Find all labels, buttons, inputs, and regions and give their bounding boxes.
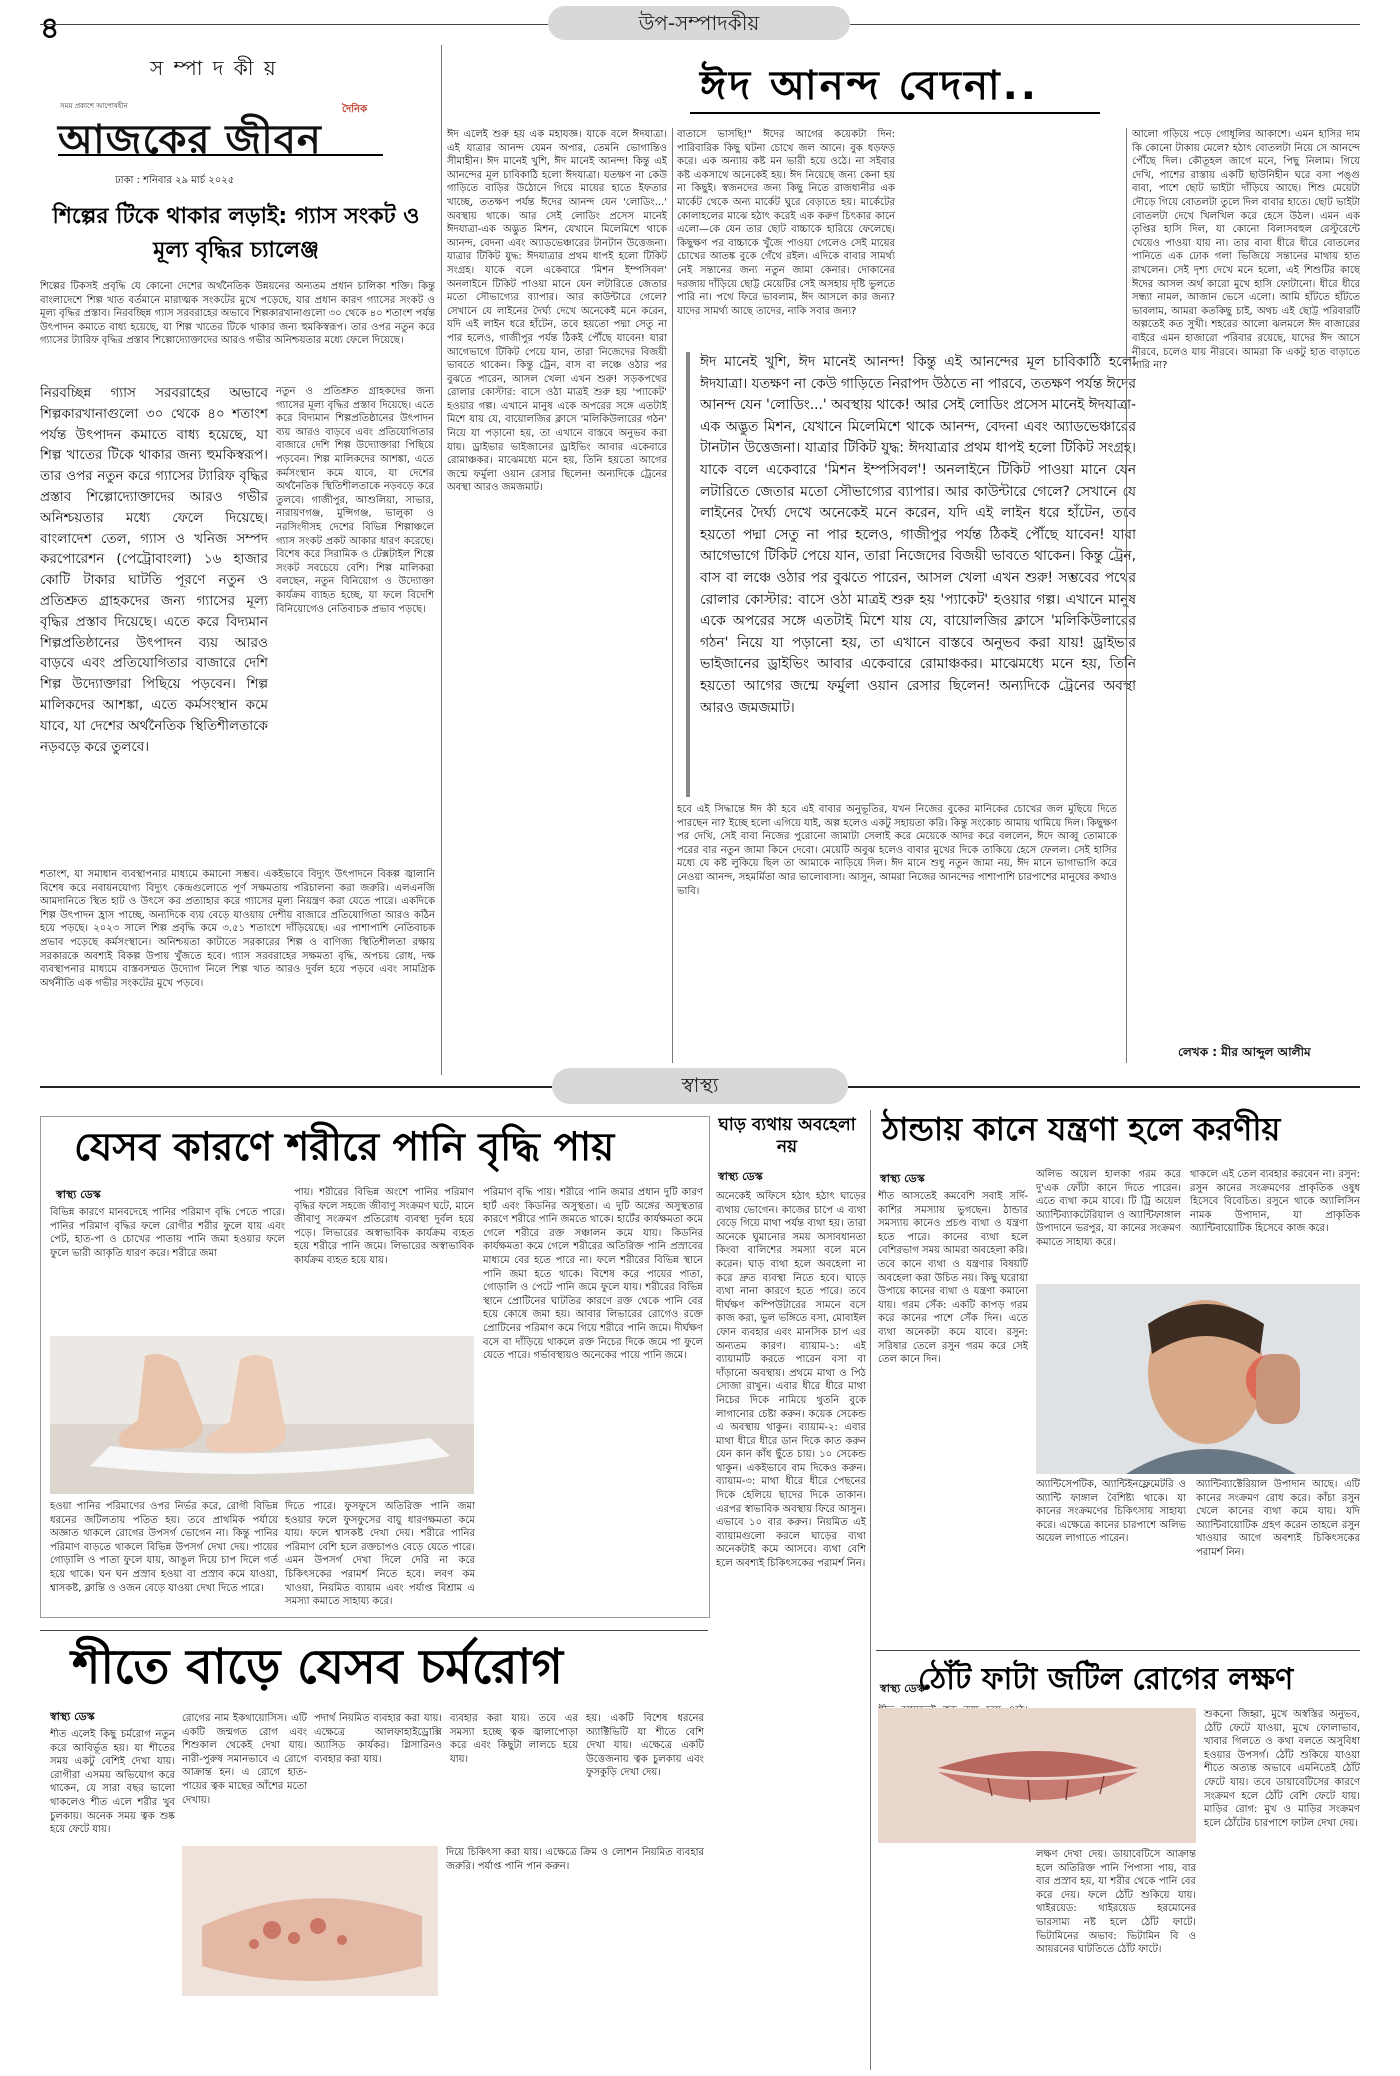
section-banner-health: স্বাস্থ্য: [552, 1068, 848, 1104]
editorial-headline: শিল্পের টিকে থাকার লড়াই: গ্যাস সংকট ও মূল্য বৃদ্ধির চ্যালেঞ্জ: [52, 204, 420, 263]
masthead-name: আজকের জীবন: [58, 117, 322, 163]
lips-text-3: শুকনো জিহ্বা, মুখে অস্বস্তির অনুভব, ঠোঁট ফেটে যাওয়া, মুখে ফোলাভাব, খাবার গিলতে ও কথা বলতে অসুবিধা হওয়ার উপসর্গ। ঠোঁট শুকিয়ে যাওয়া শীতে অত্যন্ত অভাবে এমনিতেই ঠোঁট ফেটে যায়। তবে ডায়াবেটিসের কারণে সংক্রমণ হলে ঠোঁট বেশি ফেটে যায়। মাড়ির রোগ: মুখ ও মাড়ির সংক্রমণ হলে ঠোঁটের চারপাশে ফাটল দেখা দেয়।: [1204, 1709, 1360, 1829]
neck-desk: স্বাস্থ্য ডেস্ক: [718, 1170, 763, 1183]
editorial-body: শতাংশ, যা সমাধান ব্যবস্থাপনার মাধ্যমে কমানো সম্ভব। একইভাবে বিদ্যুৎ উৎপাদনে বিকল্প জ্বালানি বিশেষ করে নবায়নযোগ্য বিদ্যুৎ কেন্দ্রগুলোতে পূর্ণ সক্ষমতায় পরিচালনা করা জরুরি। এলএনজি আমদানিতে স্থিত হাট ও উৎসে কর প্রত্যাহার করে গ্যাসের মূল্য নিয়ন্ত্রণ করা যেতে পারে। একদিকে শিল্প উৎপাদন হ্রাস পাচ্ছে, অন্যদিকে ব্যয় বেড়ে যাওয়ায় দেশীয় বাজারে প্রতিযোগিতা আরও কঠিন হয়ে পড়ছে। ২০২৩ সালে শিল্প প্রবৃদ্ধি কমে ৩.৫১ শতাংশে দাঁড়িয়েছে। এর পাশাপাশি নেতিবাচক প্রভাব পড়েছে কর্মসংস্থানে। অনিশ্চয়তা কাটাতে সরকারের শিল্প ও বাণিজ্য স্থিতিশীলতা রক্ষায় সরকারকে অবশ্যই বিকল্প উপায় খুঁজতে হবে। গ্যাস সরবরাহের সক্ষমতা বৃদ্ধি, অপচয় রোধ, দক্ষ ব্যবস্থাপনার মাধ্যমে বাস্তবসম্মত উদ্যোগ নিলে শিল্প খাত আরও দুর্বল হয়ে পড়বে এবং সামগ্রিক অর্থনীতি এক গভীর সংকটের মুখে পড়বে।: [40, 869, 435, 989]
column-text-1: ঈদ এলেই শুরু হয় এক মহাযজ্ঞ। যাকে বলে ঈদযাত্রা। এই যাত্রার আনন্দ যেমন অপার, তেমনি ভোগান্তিও সীমাহীন। ঈদ মানেই খুশি, ঈদ মানেই আনন্দ! কিন্তু এই আনন্দের মূল চাবিকাঠি হলো ঈদযাত্রা। যতক্ষণ না কেউ গাড়িতে বাড়ির উঠোনে গিয়ে মায়ের হাতে ইফতার খাচ্ছে, ততক্ষণ পর্যন্ত ঈদের আনন্দ যেন 'লোডিং...' অবস্থায় থাকে। আর সেই লোডিং প্রসেস মানেই ঈদযাত্রা-এক অদ্ভুত মিশন, যেখানে মিলেমিশে থাকে আনন্দ, বেদনা এবং অ্যাডভেঞ্চারের টানটান উত্তেজনা। যাত্রার টিকিট যুদ্ধ: ঈদযাত্রার প্রথম ধাপই হলো টিকিট সংগ্রহ। যাকে বলে একেবারে 'মিশন ইম্পসিবল' অনলাইনে টিকিট পাওয়া মানে যেন লটারিতে জেতার মতো সৌভাগ্যের ব্যাপার। আর কাউন্টারে গেলে? সেখানে যে লাইনের দৈর্ঘ্য দেখে অনেকেই মনে করেন, যদি এই লাইন ধরে হাঁটেন, তবে হয়তো পদ্মা সেতু না পার হলেও, গাজীপুর পর্যন্ত ঠিকই পৌঁছে যাবেন! যারা আগেভাগে টিকিট পেয়ে যান, তারা নিজেদের বিজয়ী ভাবতে থাকেন। কিন্তু ট্রেন, বাস বা লঞ্চে ওঠার পর বুঝতে পারেন, আসল খেলা এখন শুরু! সড়কপথের রোলার কোস্টার: বাসে ওঠা মাত্রই শুরু হয় 'প্যাকেট' হওয়ার গল্প। এখানে মানুষ একে অপরের সঙ্গে এতটাই মিশে যায় যে, বায়োলজির ক্লাসে 'মলিকিউলারের গঠন' নিয়ে যা পড়ানো হয়, তা এখানে বাস্তবে অনুভব করা যায়। ড্রাইভার ভাইজানের ড্রাইভিং আবার একেবারে রোমাঞ্চকর। মাঝেমধ্যে মনে হয়, তিনি হয়তো আগের জন্মে ফর্মুলা ওয়ান রেসার ছিলেন! অন্যদিকে ট্রেনের অবস্থা আরও জমজমাট।: [447, 129, 667, 494]
editorial-pull-quote: নিরবচ্ছিন্ন গ্যাস সরবরাহের অভাবে শিল্পকারখানাগুলো ৩০ থেকে ৪০ শতাংশ পর্যন্ত উৎপাদন কমাতে বাধ্য হয়েছে, যা শিল্প খাতের টিকে থাকার জন্য হুমকিস্বরূপ। তার ওপর নতুন করে গ্যাসের ট্যারিফ বৃদ্ধির প্রস্তাব শিল্পোদ্যোক্তাদের আরও গভীর অনিশ্চয়তার মধ্যে ফেলে দিয়েছে। বাংলাদেশ তেল, গ্যাস ও খনিজ সম্পদ করপোরেশন (পেট্রোবাংলা) ১৬ হাজার কোটি টাকার ঘাটতি পূরণে নতুন ও প্রতিশ্রুত গ্রাহকদের জন্য গ্যাসের মূল্য বৃদ্ধির প্রস্তাব দিয়েছে। এতে করে বিদ্যমান শিল্পপ্রতিষ্ঠানের উৎপাদন ব্যয় আরও বাড়বে এবং প্রতিযোগিতার বাজারে দেশি শিল্প উদ্যোক্তারা পিছিয়ে পড়বেন। শিল্প মালিকদের আশঙ্কা, এতে কর্মসংস্থান কমে যাবে, যা দেশের অর্থনৈতিক স্থিতিশীলতাকে নড়বড়ে করে তুলবে।: [40, 385, 268, 755]
ear-desk: স্বাস্থ্য ডেস্ক: [880, 1172, 925, 1185]
lips-photo: [878, 1708, 1196, 1843]
ear-text-1: শীত আসতেই কমবেশি সবাই সর্দি-কাশির সমস্যায় ভুগছেন। ঠান্ডার সমস্যায় কানেও প্রচণ্ড ব্যথা ও যন্ত্রণা হতে পারে। কানের ব্যথা হলে বেশিরভাগ সময় আমরা অবহেলা করি। তবে কানে ব্যথা ও যন্ত্রণার বিষয়টি অবহেলা করা উচিত নয়। কিছু ঘরোয়া উপায়ে কানের ব্যথা ও যন্ত্রণা কমানো যায়। গরম সেঁক: একটি কাপড় গরম করে কানের পাশে সেঁক দিন। এতে ব্যথা অনেকটা কমে যাবে। রসুন: সরিষার তেলে রসুন গরম করে সেই তেল কানে দিন।: [878, 1191, 1028, 1366]
editorial-side-text: নতুন ও প্রতিশ্রুত গ্রাহকদের জন্য গ্যাসের মূল্য বৃদ্ধির প্রস্তাব দিয়েছে। এতে করে বিদ্যমান শিল্পপ্রতিষ্ঠানের উৎপাদন ব্যয় আরও বাড়বে এবং প্রতিযোগিতার বাজারে দেশি শিল্প উদ্যোক্তারা পিছিয়ে পড়বেন। শিল্প মালিকদের আশঙ্কা, এতে কর্মসংস্থান কমে যাবে, যা দেশের অর্থনৈতিক স্থিতিশীলতাকে নড়বড়ে করে তুলবে। গাজীপুর, আশুলিয়া, সাভার, নারায়ণগঞ্জ, মুন্সিগঞ্জ, ভালুকা ও নরসিংদীসহ দেশের বিভিন্ন শিল্পাঞ্চলে গ্যাস সংকট প্রকট আকার ধারণ করেছে। বিশেষ করে সিরামিক ও টেক্সটাইল শিল্পে সংকট সবচেয়ে বেশি। শিল্প মালিকরা বলছেন, নতুন বিনিয়োগ ও উদ্যোক্তা কার্যক্রম ব্যাহত হচ্ছে, যা ফলে বিদেশি বিনিয়োগেও নেতিবাচক প্রভাব পড়ছে।: [276, 386, 434, 615]
neck-headline: ঘাড় ব্যথায় অবহেলা নয়: [718, 1115, 856, 1157]
lips-headline: ঠোঁট ফাটা জটিল রোগের লক্ষণ: [918, 1662, 1294, 1697]
column-text-2b: হবে এই সিদ্ধান্তে ঈদ কী হবে এই বাবার অনুভূতির, যখন নিজের বুকের মানিকের চোখের জল মুছিয়ে দিতে পারছেন না? ইচ্ছে হলো এগিয়ে যাই, অল্প হলেও একটু সহায়তা করি। কিন্তু সংকোচ আমায় থামিয়ে দিল। কিছুক্ষণ পর দেখি, সেই বাবা নিজের পুরোনো জামাটা সেলাই করে মেয়েকে আদর করে বললেন, ঈদে আব্বু তোমাকে পরের বার নতুন জামা কিনে দেবো। মেয়েটি অবুঝ হলেও বাবার মুখের দিকে তাকিয়ে হেসে ফেলল। সেই হাসির মধ্যে যে কষ্ট লুকিয়ে ছিল তা আমাকে নাড়িয়ে দিল। ঈদ মানে শুধু নতুন জামা নয়, ঈদ মানে ভাগাভাগি করে নেওয়া আনন্দ, সহমর্মিতা আর ভালোবাসা। আসুন, আমরা নিজের আনন্দের পাশাপাশি চারপাশের মানুষের কথাও ভাবি।: [677, 804, 1117, 897]
skin-desk: স্বাস্থ্য ডেস্ক: [50, 1710, 95, 1723]
skin-text-4: ব্যবহার করা যায়। তবে এর সমস্যা হচ্ছে ত্বক জ্বালাপোড়া করে এবং কিছুটা লালচে হয়ে যায়।: [450, 1713, 578, 1765]
masthead-tagline: সময় প্রকাশে আপোষহীন: [60, 102, 128, 110]
water-text-5: দিতে পারে। ফুসফুসে অতিরিক্ত পানি জমা হওয়ার ফলে ফুসফুসের বায়ু ধারণক্ষমতা কমে যায়। ফলে শ্বাসকষ্ট দেখা দেয়। শরীরে পানির পরিমাণ বেশি হলে রক্তচাপও বেড়ে যেতে পারে। এমন উপসর্গ দেখা দিলে দেরি না করে চিকিৎসকের পরামর্শ নিতে হবে। লবণ কম খাওয়া, নিয়মিত ব্যায়াম এবং পর্যাপ্ত বিশ্রাম এ সমস্যা কমাতে সাহায্য করে।: [285, 1501, 475, 1608]
water-text-4: হওয়া পানির পরিমাণের ওপর নির্ভর করে, রোগী বিভিন্ন ধরনের জটিলতায় পতিত হয়। তবে প্রাথমিক পর্যায়ে অজ্ঞাত থাকলে রোগের উপসর্গ ভোগেন না। কিন্তু পানির পরিমাণ বাড়তে থাকলে বিভিন্ন উপসর্গ দেখা দেয়। পায়ের গোড়ালি ও পাতা ফুলে যায়, আঙুল দিয়ে চাপ দিলে গর্ত হয়ে থাকে। ঘন ঘন প্রস্রাব হওয়া বা প্রস্রাব কমে যাওয়া, শ্বাসকষ্ট, ক্লান্তি ও ওজন বেড়ে যাওয়া দেখা দিতে পারে।: [50, 1501, 278, 1594]
neck-text: অনেকেই অফিসে হঠাৎ হঠাৎ ঘাড়ের ব্যথায় ভোগেন। কাজের চাপে এ ব্যথা বেড়ে গিয়ে মাথা পর্যন্ত ব্যথা হয়। তারা অনেকে ঘুমানোর সময় অসাবধানতা কিংবা বালিশের সমস্যা বলে মনে করেন। ঘাড় ব্যথা হলে অবহেলা না করে দ্রুত ব্যবস্থা নিতে হবে। ঘাড়ে ব্যথা নানা কারণে হতে পারে। তবে দীর্ঘক্ষণ কম্পিউটারের সামনে বসে কাজ করা, ভুল ভঙ্গিতে বসা, মোবাইল ফোন ব্যবহার এবং মানসিক চাপ এর অন্যতম কারণ। ব্যায়াম-১: এই ব্যায়ামটি করতে পারেন বসা বা দাঁড়ানো অবস্থায়। প্রথমে মাথা ও পিঠ সোজা রাখুন। এবার ধীরে ধীরে মাথা নিচের দিকে নামিয়ে থুতনি বুকে লাগানোর চেষ্টা করুন। কয়েক সেকেন্ড এ অবস্থায় থাকুন। ব্যায়াম-২: এবার মাথা ধীরে ধীরে ডান দিকে কাত করুন যেন কান কাঁধ ছুঁতে চায়। ১০ সেকেন্ড থাকুন। একইভাবে বাম দিকেও করুন। ব্যায়াম-৩: মাথা ধীরে ধীরে পেছনের দিকে হেলিয়ে ছাদের দিকে তাকান। এরপর স্বাভাবিক অবস্থায় ফিরে আসুন। এভাবে ১০ বার করুন। নিয়মিত এই ব্যায়ামগুলো করলে ঘাড়ের ব্যথা অনেকটাই কমে আসবে। ব্যথা বেশি হলে অবশ্যই চিকিৎসকের পরামর্শ নিন।: [716, 1191, 866, 1570]
skin-text-5: হয়। একটি বিশেষ ধরনের অ্যাক্টিভিটি যা শীতে বেশি দেখা যায়। এক্ষেত্রে একটি উত্তেজনায় ত্বক চুলকায় এবং ফুসকুড়ি দেখা দেয়।: [586, 1713, 704, 1779]
section-banner-editorial: উপ-সম্পাদকীয়: [548, 6, 850, 40]
lips-desk: স্বাস্থ্য ডেস্ক: [880, 1682, 925, 1695]
skin-text-6: দিয়ে চিকিৎসা করা যায়। এক্ষেত্রে ক্রিম ও লোশন নিয়মিত ব্যবহার জরুরি। পর্যাপ্ত পানি পান করুন।: [446, 1847, 704, 1872]
skin-headline: শীতে বাড়ে যেসব চর্মরোগ: [72, 1639, 563, 1695]
page-number: ৪: [40, 11, 60, 46]
editorial-intro: শিল্পের টিকসই প্রবৃদ্ধি যে কোনো দেশের অর্থনৈতিক উন্নয়নের অন্যতম প্রধান চালিকা শক্তি। কিন্তু বাংলাদেশে শিল্প খাত বর্তমানে মারাত্মক সংকটের মুখে পড়েছে, যার প্রধান কারণ গ্যাসের সংকট ও মূল্য বৃদ্ধির প্রস্তাব। নিরবচ্ছিন্ন গ্যাস সরবরাহের অভাবে শিল্পকারখানাগুলো ৩০ থেকে ৪০ শতাংশ পর্যন্ত উৎপাদন কমাতে বাধ্য হয়েছে, যা শিল্প খাতের টিকে থাকার জন্য হুমকিস্বরূপ। তার ওপর নতুন করে গ্যাসের ট্যারিফ বৃদ্ধির প্রস্তাব শিল্পোদ্যোক্তাদের আরও গভীর অনিশ্চয়তার মধ্যে ফেলে দিয়েছে।: [40, 281, 435, 347]
feet-illustration: [50, 1336, 474, 1494]
column-byline: লেখক : মীর আব্দুল আলীম: [1178, 1045, 1311, 1059]
skin-text-2: রোগের নাম ইকথায়োসিস। এটি একটি জন্মগত রোগ এবং শিশুকাল থেকেই দেখা যায়। নারী-পুরুষ সমানভাবে এ রোগে আক্রান্ত হন। এ রোগে হাত-পায়ের ত্বক মাছের আঁশের মতো দেখায়।: [182, 1713, 307, 1806]
masthead: [40, 50, 420, 163]
skin-text-3: পদার্থ নিয়মিত ব্যবহার করা যায়। এক্ষেত্রে আলফাহাইড্রোক্সি অ্যাসিড কার্যকর। গ্লিসারিনও ব্যবহার করা যায়।: [314, 1713, 442, 1765]
lips-text-2: লক্ষণ দেখা দেয়। ডায়াবেটিসে আক্রান্ত হলে অতিরিক্ত পানি পিপাসা পায়, বার বার প্রস্রাব হয়, যা শরীর থেকে পানি বের করে দেয়। ফলে ঠোঁট শুকিয়ে যায়। থাইরয়েড: থাইরয়েড হরমোনের ভারসাম্য নষ্ট হলে ঠোঁট ফাটে। ভিটামিনের অভাব: ভিটামিন বি ও আয়রনের ঘাটতিতে ঠোঁট ফাটে।: [1036, 1849, 1196, 1956]
ear-text-3: থাকলে এই তেল ব্যবহার করবেন না। রসুন: রসুন কানের সংক্রমণের প্রাকৃতিক ওষুধ হিসেবে বিবেচিত। রসুনে থাকে অ্যালিসিন নামক উপাদান, যা প্রাকৃতিক অ্যান্টিবায়োটিক হিসেবে কাজ করে।: [1190, 1169, 1360, 1235]
column-headline: ঈদ আনন্দ বেদনা..: [700, 63, 1039, 109]
ear-text-4: অ্যান্টিসেপটিক, অ্যান্টিইনফ্লেমেটরি ও অ্যান্টি ফাঙ্গাল বৈশিষ্ট্য থাকে। যা কানের সংক্রমণের চিকিৎসায় সাহায্য করে। এক্ষেত্রে কানের চারপাশে অলিভ অয়েল লাগাতে পারেন।: [1036, 1479, 1186, 1545]
column-text-3: আলো গড়িয়ে পড়ে গোধূলির আকাশে। এমন হাসির দাম কি কোনো টাকায় মেলে? হঠাৎ বোতলটা নিয়ে সে আনন্দে পৌঁছে দিল। কৌতূহল জাগে মনে, পিছু নিলাম। গিয়ে দেখি, পাশের রাস্তায় একটি ছাউনিহীন ঘরে বসা পঙ্গু বাবা, পাশে ছোট ভাইটা দাঁড়িয়ে আছে। শিশু মেয়েটা দৌড়ে গিয়ে বোতলটা তুলে দিল বাবার হাতে। ছোট ভাইটা বোতলটা দেখে খিলখিল করে হেসে উঠল। এমন এক তৃপ্তির হাসি দিল, যা কোনো বিলাসবহুল রেস্টুরেন্টে খেয়েও পাওয়া যায় না। তার বাবা ধীরে ধীরে বোতলের পানিতে এক ঢোক গলা ভিজিয়ে সন্তানের মাথায় হাত রাখলেন। সেই দৃশ্য দেখে মনে হলো, এই শিশুটির কাছে ঈদের আসল অর্থ কারো মুখে হাসি ফোটানো। ধীরে ধীরে সন্ধ্যা নামল, আজান ভেসে এলো। আমি হাঁটতে হাঁটতে ভাবলাম, আমরা কতকিছু চাই, অথচ এই ছোট্ট পরিবারটি অল্পতেই কত সুখী। শহরের আলো ঝলমলে ঈদ বাজারের বাইরে এমন হাজারো পরিবার রয়েছে, যাদের ঈদ আসে নীরবে, চলেও যায় নীরবে। আমরা কি একটু হাত বাড়াতে পারি না?: [1132, 129, 1360, 372]
water-text-2: পায়। শরীরের বিভিন্ন অংশে পানির পরিমাণ বৃদ্ধির ফলে সহজে জীবাণু সংক্রমণ ঘটে, মানে জীবাণু সংক্রমণ প্রতিরোধ ব্যবস্থা দুর্বল হয়ে পড়ে। লিভারের অস্বাভাবিক কার্যক্রম ব্যহত হয়ে শরীরে পানি জমে। লিভারের অস্বাভাবিক কার্যক্রম ব্যহত হয়ে যায়।: [294, 1187, 474, 1266]
masthead-label: স ম্পা দ কী য়: [150, 56, 278, 80]
skin-text-1: শীত এলেই কিছু চর্মরোগ নতুন করে আবির্ভূত হয়। যা শীতের সময় একটু বেশিই দেখা যায়। রোগীরা এসময় অভিযোগ করে থাকেন, যে সারা বছর ভালো থাকলেও শীত এলে শরীর খুব চুলকায়। অনেক সময় ত্বক শুষ্ক হয়ে ফেটে যায়।: [50, 1729, 175, 1836]
ear-headline: ঠান্ডায় কানে যন্ত্রণা হলে করণীয়: [882, 1110, 1281, 1148]
water-text-1: বিভিন্ন কারণে মানবদেহে পানির পরিমাণ বৃদ্ধি পেতে পারে। পানির পরিমাণ বৃদ্ধির ফলে রোগীর শরীর ফুলে যায় এবং পেট, হাত-পা ও চোখের পাতায় পানি জমা হওয়ার ফলে ফুলে ভারী আকৃতি ধারণ করে। শরীরে জমা: [50, 1207, 285, 1259]
ear-text-2: অলিভ অয়েল হালকা গরম করে দু'এক ফোঁটা কানে দিতে পারেন। এতে ব্যথা কমে যাবে। টি ট্রি অয়েল অ্যান্টিব্যাকটেরিয়াল ও অ্যান্টিফাঙ্গাল উপাদানে ভরপুর, যা কানের সংক্রমণ কমাতে সাহায্য করে।: [1036, 1169, 1181, 1248]
earache-photo: [1036, 1284, 1360, 1474]
column-text-2: বাতাসে ভাসছি!" ঈদের আগের কয়েকটা দিন: পারিবারিক কিছু ঘটনা চোখে জল আনে। বুক ধড়ফড় করে। এক অন্যায় কষ্ট মন ভারী হয়ে ওঠে। না সইবার কষ্ট একসাথে অনেকেই হয়। ঈদ নিয়েছে জন্য কেনা হয় না কিছুই। স্বজনদের জন্য কিছু নিতে রাজধানীর এক মার্কেট থেকে অন্য মার্কেট ঘুরে বেড়াতে হয়। মার্কেটের কোলাহলের মাঝে হঠাৎ করেই এক করুণ চিৎকার কানে এলো—কে যেন তার ছোট বাচ্চাকে হারিয়ে ফেলেছে। কিছুক্ষণ পর বাচ্চাকে খুঁজে পাওয়া গেলেও সেই মায়ের চোখের আতঙ্ক বুকে গেঁথে রইল। এদিকে বাবার সামর্থ্য নেই সন্তানের জন্য নতুন জামা কেনার। দোকানের দরজায় দাঁড়িয়ে ছোট্ট মেয়েটির সেই অসহায় দৃষ্টি ভুলতে পারি না। পথে ফিরে ভাবলাম, ঈদ আসলে কার জন্য? যাদের সামর্থ্য আছে তাদের, নাকি সবার জন্য?: [677, 129, 895, 317]
column-pull-quote: ঈদ মানেই খুশি, ঈদ মানেই আনন্দ! কিন্তু এই আনন্দের মূল চাবিকাঠি হলো ঈদযাত্রা। যতক্ষণ না কেউ গাড়িতে নিরাপদ উঠতে না পারবে, ততক্ষণ পর্যন্ত ঈদের আনন্দ যেন 'লোডিং...' অবস্থায় থাকে! আর সেই লোডিং প্রসেস মানেই ঈদযাত্রা-এক অদ্ভুত মিশন, যেখানে মিলেমিশে থাকে আনন্দ, বেদনা এবং অ্যাডভেঞ্চারের টানটান উত্তেজনা। যাত্রার টিকিট যুদ্ধ: ঈদযাত্রার প্রথম ধাপই হলো টিকিট সংগ্রহ। যাকে বলে একেবারে 'মিশন ইম্পসিবল'! অনলাইনে টিকিট পাওয়া মানে যেন লটারিতে জেতার মতো সৌভাগ্যের ব্যাপার। আর কাউন্টারে গেলে? সেখানে যে লাইনের দৈর্ঘ্য দেখে অনেকেই মনে করেন, যদি এই লাইন ধরে হাঁটেন, তবে হয়তো পদ্মা সেতু না পার হলেও, গাজীপুর পর্যন্ত ঠিকই পৌঁছে যাবেন! যারা আগেভাগে টিকিট পেয়ে যান, তারা নিজেদের বিজয়ী ভাবতে থাকেন। কিন্তু ট্রেন, বাস বা লঞ্চে ওঠার পর বুঝতে পারেন, আসল খেলা এখন শুরু! সম্ভবের পথের রোলার কোস্টার: বাসে ওঠা মাত্রই শুরু হয় 'প্যাকেট' হওয়ার গল্প। এখানে মানুষ একে অপরের সঙ্গে এতটাই মিশে যায় যে, বায়োলজির ক্লাসে 'মলিকিউলারের গঠন' নিয়ে যা পড়ানো হয়, তা এখানে বাস্তবে অনুভব করা যায়! ড্রাইভার ভাইজানের ড্রাইভিং আবার একেবারে রোমাঞ্চকর। মাঝেমধ্যে মনে হয়, তিনি হয়তো আগের জন্মে ফর্মুলা ওয়ান রেসার ছিলেন! অন্যদিকে ট্রেনের অবস্থা আরও জমজমাট।: [686, 352, 1136, 797]
water-text-3: পরিমাণ বৃদ্ধি পায়। শরীরে পানি জমার প্রধান দুটি কারণ হার্ট এবং কিডনির অসুস্থতা। এ দুটি অঙ্গের অসুস্থতার কারণে শরীরে পানি জমতে থাকে। হার্টের কার্যক্ষমতা কমে গেলে শরীরে রক্ত সঞ্চালন কমে যায়। কিডনির কার্যক্ষমতা কমে গেলে শরীরের অতিরিক্ত পানি প্রস্রাবের মাধ্যমে বের হতে পারে না। ফলে শরীরের বিভিন্ন স্থানে পানি জমা হতে থাকে। বিশেষ করে পায়ের পাতা, গোড়ালি ও পেটে পানি জমে ফুলে যায়। শরীরের বিভিন্ন স্থানে প্রোটিনের ঘাটতির কারণে রক্ত থেকে পানি বের হয়ে কোষে জমা হয়। আবার লিভারের রোগেও রক্তে প্রোটিনের পরিমাণ কমে গিয়ে শরীরে পানি জমে। দীর্ঘক্ষণ বসে বা দাঁড়িয়ে থাকলে রক্ত নিচের দিকে জমে পা ফুলে যেতে পারে। গর্ভাবস্থায়ও অনেকের পায়ে পানি জমে।: [483, 1187, 703, 1362]
water-headline: যেসব কারণে শরীরে পানি বৃদ্ধি পায়: [74, 1125, 615, 1170]
masthead-underline: [58, 154, 383, 156]
skin-illustration: [182, 1846, 438, 1996]
skin-photo: [182, 1846, 438, 1996]
lips-illustration: [878, 1708, 1196, 1843]
feet-photo: [50, 1336, 474, 1494]
water-desk: স্বাস্থ্য ডেস্ক: [56, 1188, 101, 1201]
masthead-kicker: দৈনিক: [342, 104, 368, 115]
dateline: ঢাকা : শনিবার ২৯ মার্চ ২০২৫: [115, 175, 235, 186]
earache-illustration: [1036, 1284, 1360, 1474]
top-rule-right: [850, 24, 1360, 25]
ear-text-5: অ্যান্টিব্যাক্টেরিয়াল উপাদান আছে। এটি কানের সংক্রমণ রোধ করে। কাঁচা রসুন খেলে কানের ব্যথা কমে যায়। যদি অ্যান্টিবায়োটিক গ্রহণ করেন তাহলে রসুন খাওয়ার আগে অবশ্যই চিকিৎসকের পরামর্শ নিন।: [1196, 1479, 1360, 1558]
top-rule: [40, 24, 548, 25]
